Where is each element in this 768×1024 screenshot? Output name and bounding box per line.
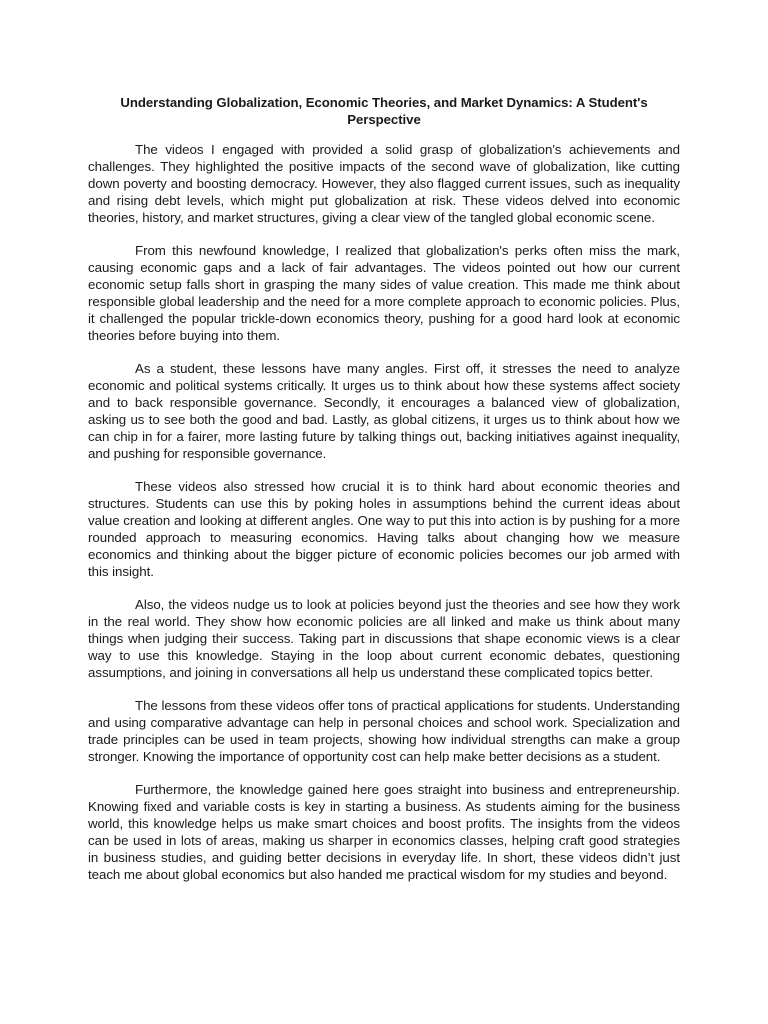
paragraph-6: The lessons from these videos offer tons of practical applications for students. Understanding and using comparative advantage can help in personal choices and school work. Specialization and trade principles can be used in team projects, showing how individual strengths can make a group stronger. Knowing the importance of opportunity cost can help make better decisions as a student.: [88, 698, 680, 764]
document-title: Understanding Globalization, Economic Theories, and Market Dynamics: A Student's Perspective: [120, 95, 648, 127]
paragraph-7: Furthermore, the knowledge gained here goes straight into business and entrepreneurship. Knowing fixed and variable costs is key in starting a business. As students aiming for the business world, this knowledge helps us make smart choices and boost profits. The insights from the videos can be used in lots of areas, making us sharper in economics classes, helping craft good strategies in business studies, and guiding better decisions in everyday life. In short, these videos didn’t just teach me about global economics but also handed me practical wisdom for my studies and beyond.: [88, 782, 680, 882]
paragraph-3: As a student, these lessons have many angles. First off, it stresses the need to analyze economic and political systems critically. It urges us to think about how these systems affect society and to back responsible governance. Secondly, it encourages a balanced view of globalization, asking us to see both the good and bad. Lastly, as global citizens, it urges us to think about how we can chip in for a fairer, more lasting future by talking things out, backing initiatives against inequality, and pushing for responsible governance.: [88, 361, 680, 461]
paragraph-1: The videos I engaged with provided a solid grasp of globalization's achievements and challenges. They highlighted the positive impacts of the second wave of globalization, like cutting down poverty and boosting democracy. However, they also flagged current issues, such as inequality and rising debt levels, which might put globalization at risk. These videos delved into economic theories, history, and market structures, giving a clear view of the tangled global economic scene.: [88, 142, 680, 225]
paragraph-5: Also, the videos nudge us to look at policies beyond just the theories and see how they work in the real world. They show how economic policies are all linked and make us think about many things when judging their success. Taking part in discussions that shape economic views is a clear way to use this knowledge. Staying in the loop about current economic debates, questioning assumptions, and joining in conversations all help us understand these complicated topics better.: [88, 597, 680, 680]
paragraph-4: These videos also stressed how crucial it is to think hard about economic theories and structures. Students can use this by poking holes in assumptions behind the current ideas about value creation and looking at different angles. One way to put this into action is by pushing for a more rounded approach to measuring economics. Having talks about changing how we measure economics and thinking about the bigger picture of economic policies becomes our job armed with this insight.: [88, 479, 680, 579]
paragraph-2: From this newfound knowledge, I realized that globalization's perks often miss the mark, causing economic gaps and a lack of fair advantages. The videos pointed out how our current economic setup falls short in grasping the many sides of value creation. This made me think about responsible global leadership and the need for a more complete approach to economic policies. Plus, it challenged the popular trickle-down economics theory, pushing for a good hard look at economic theories before buying into them.: [88, 243, 680, 343]
